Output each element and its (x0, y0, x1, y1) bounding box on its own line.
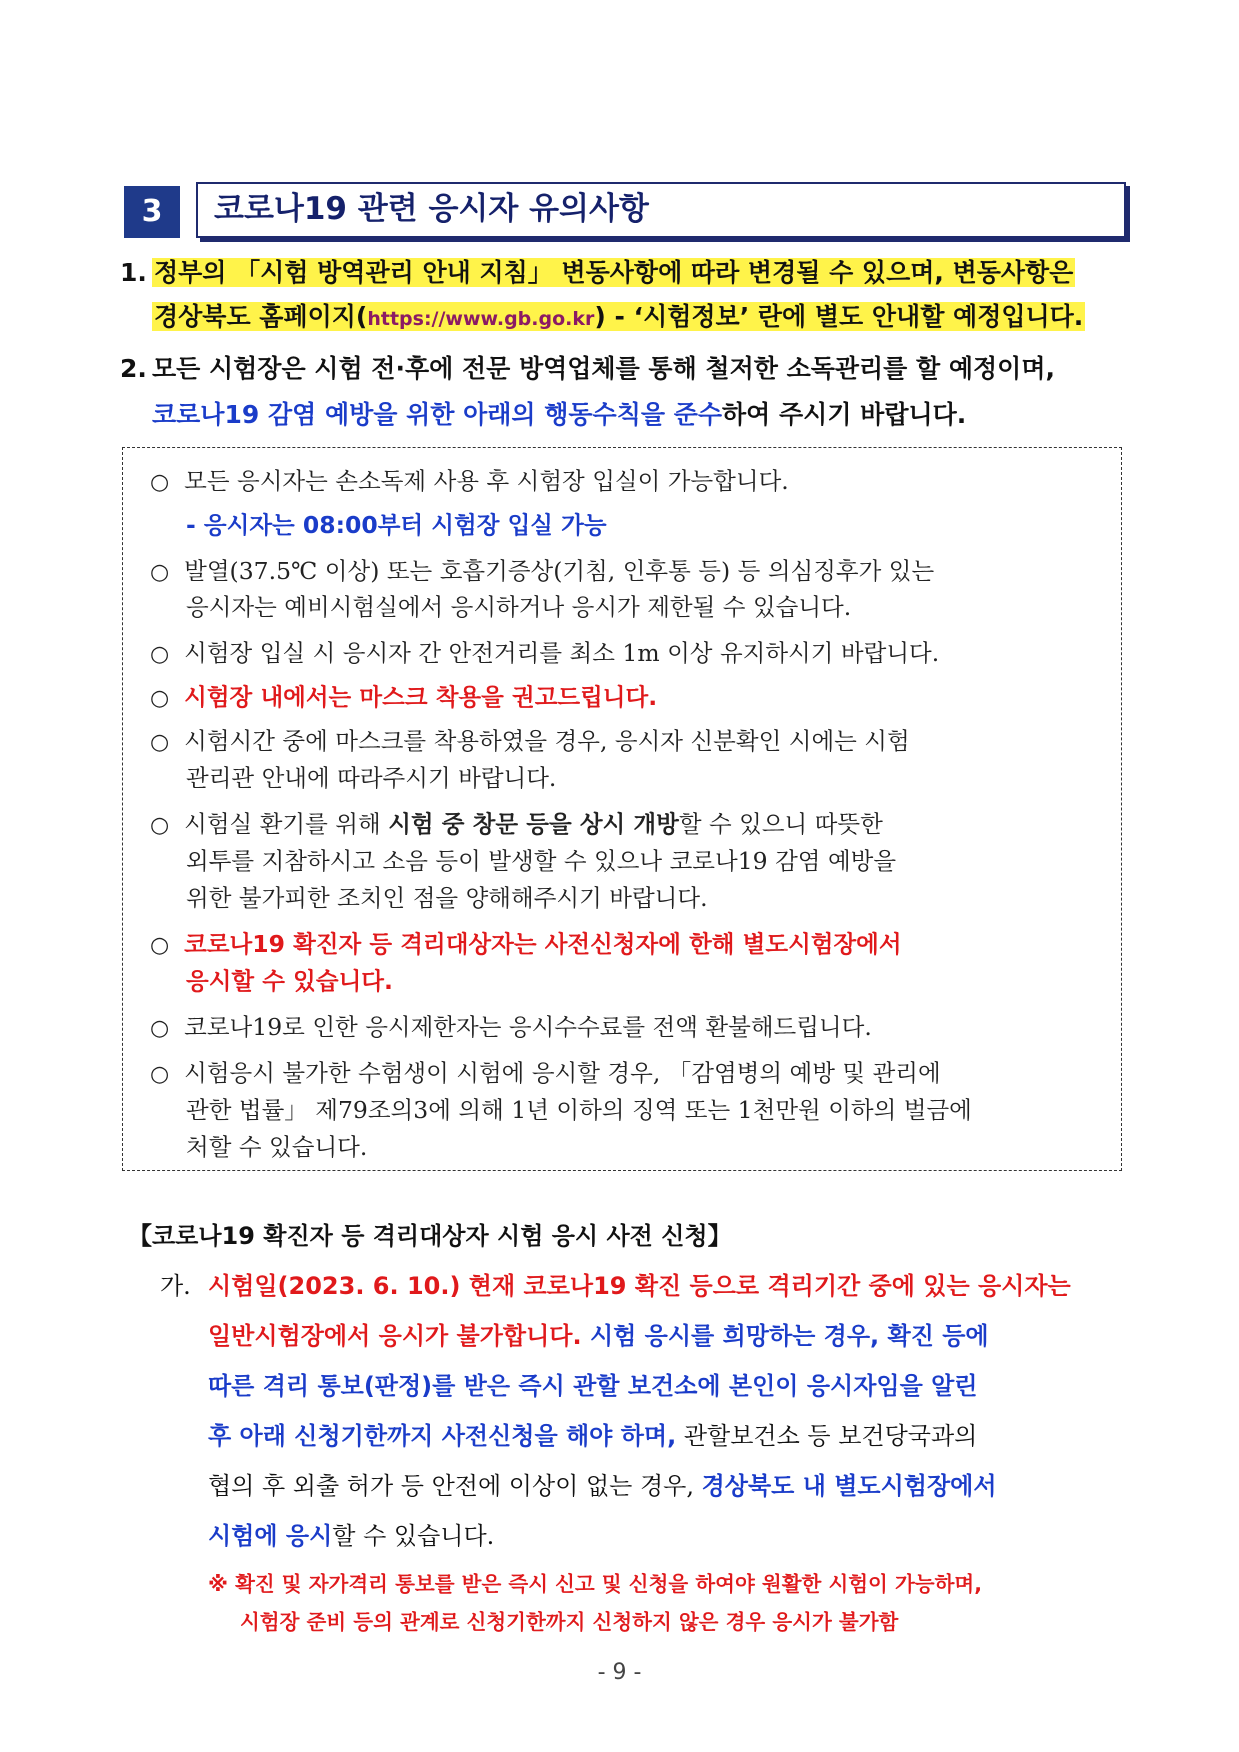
notice-item-1-text: 모든 응시자는 손소독제 사용 후 시험장 입실이 가능합니다. (184, 467, 789, 495)
notice-item-6 (150, 806, 883, 844)
item1-line2-post: ) - ‘시험정보’ 란에 별도 안내할 예정입니다. (594, 302, 1084, 331)
subsection-line2-red: 일반시험장에서 응시가 불가합니다. (208, 1322, 582, 1350)
subsection-heading: 【코로나19 확진자 등 격리대상자 시험 응시 사전 신청】 (128, 1222, 732, 1250)
section-number: 3 (124, 186, 180, 238)
notice-item-7 (150, 926, 902, 964)
subsection-line2 (208, 1312, 989, 1360)
notice-remark-line2: 시험장 준비 등의 관계로 신청기한까지 신청하지 않은 경우 응시가 불가함 (240, 1610, 899, 1634)
item2-line2-rest: 하여 주시기 바랍니다. (722, 400, 967, 429)
notice-item-9 (150, 1055, 941, 1093)
notice-item-4 (150, 679, 657, 717)
subsection-line3 (208, 1362, 977, 1410)
notice-item-6-line3: 위한 불가피한 조치인 점을 양해해주시기 바랍니다. (186, 884, 708, 912)
item1-number: 1. (120, 258, 147, 287)
subsection-line1-text: 시험일(2023. 6. 10.) 현재 코로나19 확진 등으로 격리기간 중에 있는 응시자는 (208, 1272, 1071, 1300)
item1-line2-pre: 경상북도 홈페이지( (154, 302, 368, 331)
notice-item-2 (150, 553, 934, 591)
subsection-line2-blue: 시험 응시를 희망하는 경우, 확진 등에 (581, 1322, 989, 1350)
item2-number: 2. (120, 354, 147, 383)
subsection-ga-label: 가. (160, 1272, 191, 1300)
bullet-circle-icon: ○ (150, 813, 170, 838)
item1-line2-highlight (152, 302, 1085, 331)
bullet-circle-icon: ○ (150, 1062, 170, 1087)
item2-line1: 모든 시험장은 시험 전·후에 전문 방역업체를 통해 철저한 소독관리를 할 예정이며, (152, 354, 1055, 383)
notice-item-3-text: 시험장 입실 시 응시자 간 안전거리를 최소 1m 이상 유지하시기 바랍니다. (184, 639, 940, 667)
subsection-line5-blue: 경상북도 내 별도시험장에서 (701, 1472, 997, 1500)
subsection-line1 (208, 1262, 1071, 1310)
item1-line1 (152, 254, 1075, 292)
notice-item-5-line1: 시험시간 중에 마스크를 착용하였을 경우, 응시자 신분확인 시에는 시험 (184, 727, 910, 755)
notice-item-1 (150, 463, 789, 501)
notice-item-1-sub (186, 507, 607, 544)
notice-item-8 (150, 1009, 872, 1047)
notice-item-2-line2: 응시자는 예비시험실에서 응시하거나 응시가 제한될 수 있습니다. (186, 593, 852, 621)
subsection-line5 (208, 1462, 997, 1510)
bullet-circle-icon: ○ (150, 560, 170, 585)
notice-item-9-line1: 시험응시 불가한 수험생이 시험에 응시할 경우, 「감염병의 예방 및 관리에 (184, 1059, 941, 1087)
notice-item-5-line2: 관리관 안내에 따라주시기 바랍니다. (186, 764, 557, 792)
notice-item-6-post: 할 수 있으니 따뜻한 (678, 810, 883, 838)
bullet-circle-icon: ○ (150, 1016, 170, 1041)
notice-item-1-sub-text: - 응시자는 08:00부터 시험장 입실 가능 (186, 511, 607, 539)
notice-item-9-line3: 처할 수 있습니다. (186, 1133, 368, 1161)
bullet-circle-icon: ○ (150, 730, 170, 755)
notice-item-4-text: 시험장 내에서는 마스크 착용을 권고드립니다. (184, 683, 658, 711)
subsection-line4 (208, 1412, 977, 1460)
subsection-line6-rest: 할 수 있습니다. (332, 1522, 495, 1550)
page-number: - 9 - (597, 1660, 642, 1685)
notice-item-6-pre: 시험실 환기를 위해 (184, 810, 389, 838)
subsection-line6-blue: 시험에 응시 (208, 1522, 333, 1550)
bullet-circle-icon: ○ (150, 642, 170, 667)
bullet-circle-icon: ○ (150, 933, 170, 958)
item1-line1-text: 정부의 「시험 방역관리 안내 지침」 변동사항에 따라 변경될 수 있으며, 변동사항은 (154, 258, 1074, 287)
notice-item-3 (150, 635, 939, 673)
notice-item-7-line2-wrap (186, 963, 393, 1000)
notice-item-7-line1: 코로나19 확진자 등 격리대상자는 사전신청자에 한해 별도시험장에서 (184, 930, 902, 958)
item2-line2 (152, 396, 966, 434)
section-title: 코로나19 관련 응시자 유의사항 (214, 191, 649, 227)
notice-item-7-line2: 응시할 수 있습니다. (186, 967, 393, 995)
subsection-line5-pre: 협의 후 외출 허가 등 안전에 이상이 없는 경우, (208, 1472, 702, 1500)
bullet-circle-icon: ○ (150, 686, 170, 711)
notice-remark-line1: ※ 확진 및 자가격리 통보를 받은 즉시 신고 및 신청을 하여야 원활한 시험이 가능하며, (208, 1572, 982, 1596)
subsection-line3-text: 따른 격리 통보(판정)를 받은 즉시 관할 보건소에 본인이 응시자임을 알린 (208, 1372, 978, 1400)
notice-item-5 (150, 723, 910, 761)
subsection-line4-blue: 후 아래 신청기한까지 사전신청을 해야 하며, (208, 1422, 677, 1450)
item2-line2-blue: 코로나19 감염 예방을 위한 아래의 행동수칙을 준수 (152, 400, 723, 429)
notice-item-6-line2: 외투를 지참하시고 소음 등이 발생할 수 있으나 코로나19 감염 예방을 (186, 847, 897, 875)
bullet-circle-icon: ○ (150, 470, 170, 495)
notice-item-9-line2: 관한 법률」 제79조의3에 의해 1년 이하의 징역 또는 1천만원 이하의 벌금에 (186, 1096, 972, 1124)
notice-item-8-text: 코로나19로 인한 응시제한자는 응시수수료를 전액 환불해드립니다. (184, 1013, 872, 1041)
item1-line2 (152, 298, 1085, 338)
subsection-line6 (208, 1512, 494, 1560)
notice-item-2-line1: 발열(37.5℃ 이상) 또는 호흡기증상(기침, 인후통 등) 등 의심징후가 있는 (184, 557, 935, 585)
notice-item-6-bold: 시험 중 창문 등을 상시 개방 (388, 810, 679, 838)
subsection-line4-rest: 관할보건소 등 보건당국과의 (676, 1422, 978, 1450)
homepage-url-link[interactable]: https://www.gb.go.kr (367, 308, 595, 330)
